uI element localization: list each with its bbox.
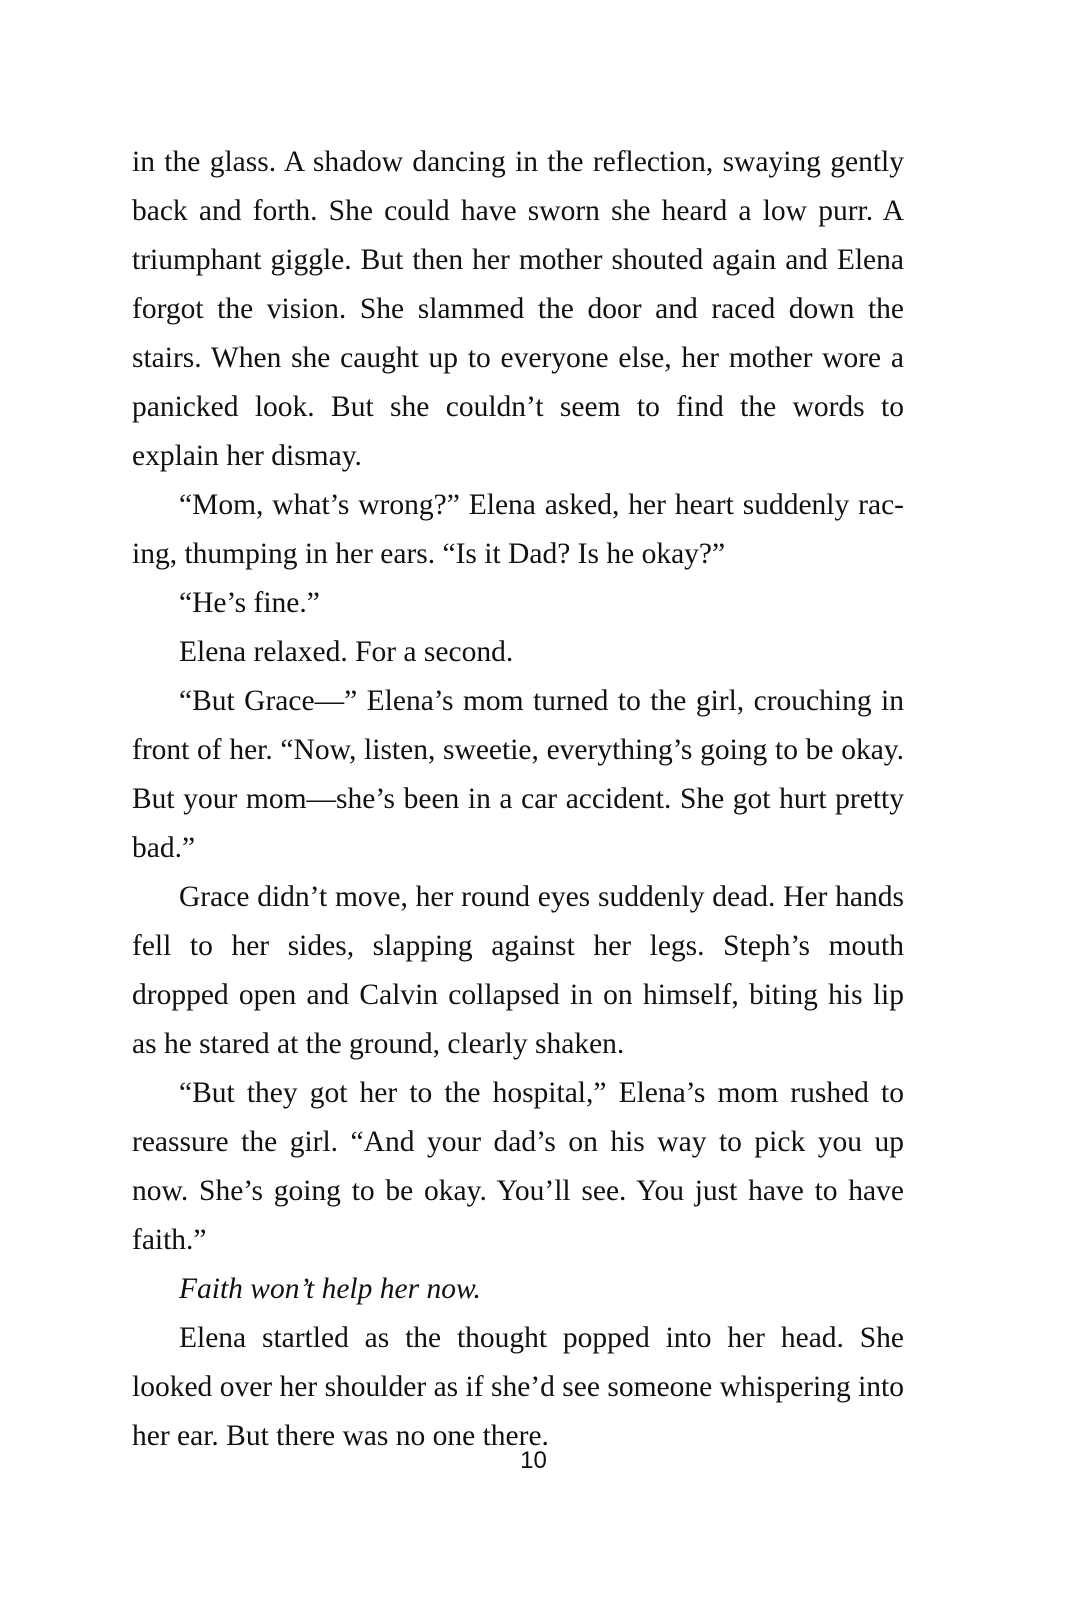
page-number: 10 <box>520 1447 547 1474</box>
paragraph: “But Grace—” Elena’s mom turned to the girl, crouching in front of her. “Now, listen, sweetie, everything’s going to be okay. But your mom—she’s been in a car accident. She got hurt pretty bad.” <box>132 685 904 864</box>
paragraph: Elena startled as the thought popped into her head. She looked over her shoulder as if she’d see someone whispering into her ear. But there was no one there. <box>132 1322 904 1452</box>
paragraph: “He’s fine.” <box>179 587 320 619</box>
paragraph: “But they got her to the hospital,” Elena’s mom rushed to reassure the girl. “And your dad’s on his way to pick you up now. She’s going to be okay. You’ll see. You just have to have faith.” <box>132 1077 904 1256</box>
paragraph-italic-thought: Faith won’t help her now. <box>179 1273 481 1305</box>
body-text <box>132 138 904 1461</box>
paragraph: “Mom, what’s wrong?” Elena asked, her heart suddenly racing, thumping in her ears. “Is it Dad? Is he okay?” <box>132 489 904 570</box>
paragraph: Grace didn’t move, her round eyes suddenly dead. Her hands fell to her sides, slapping against her legs. Steph’s mouth dropped open and Calvin collapsed in on himself, biting his lip as he stared at the ground, clearly shaken. <box>132 881 904 1060</box>
paragraph-continued: in the glass. A shadow dancing in the reflection, swaying gently back and forth. She could have sworn she heard a low purr. A triumphant giggle. But then her mother shouted again and Elena forgot the vision. She slammed the door and raced down the stairs. When she caught up to everyone else, her mother wore a panicked look. But she couldn’t seem to find the words to explain her dismay. <box>132 146 904 472</box>
paragraph: Elena relaxed. For a second. <box>179 636 514 668</box>
